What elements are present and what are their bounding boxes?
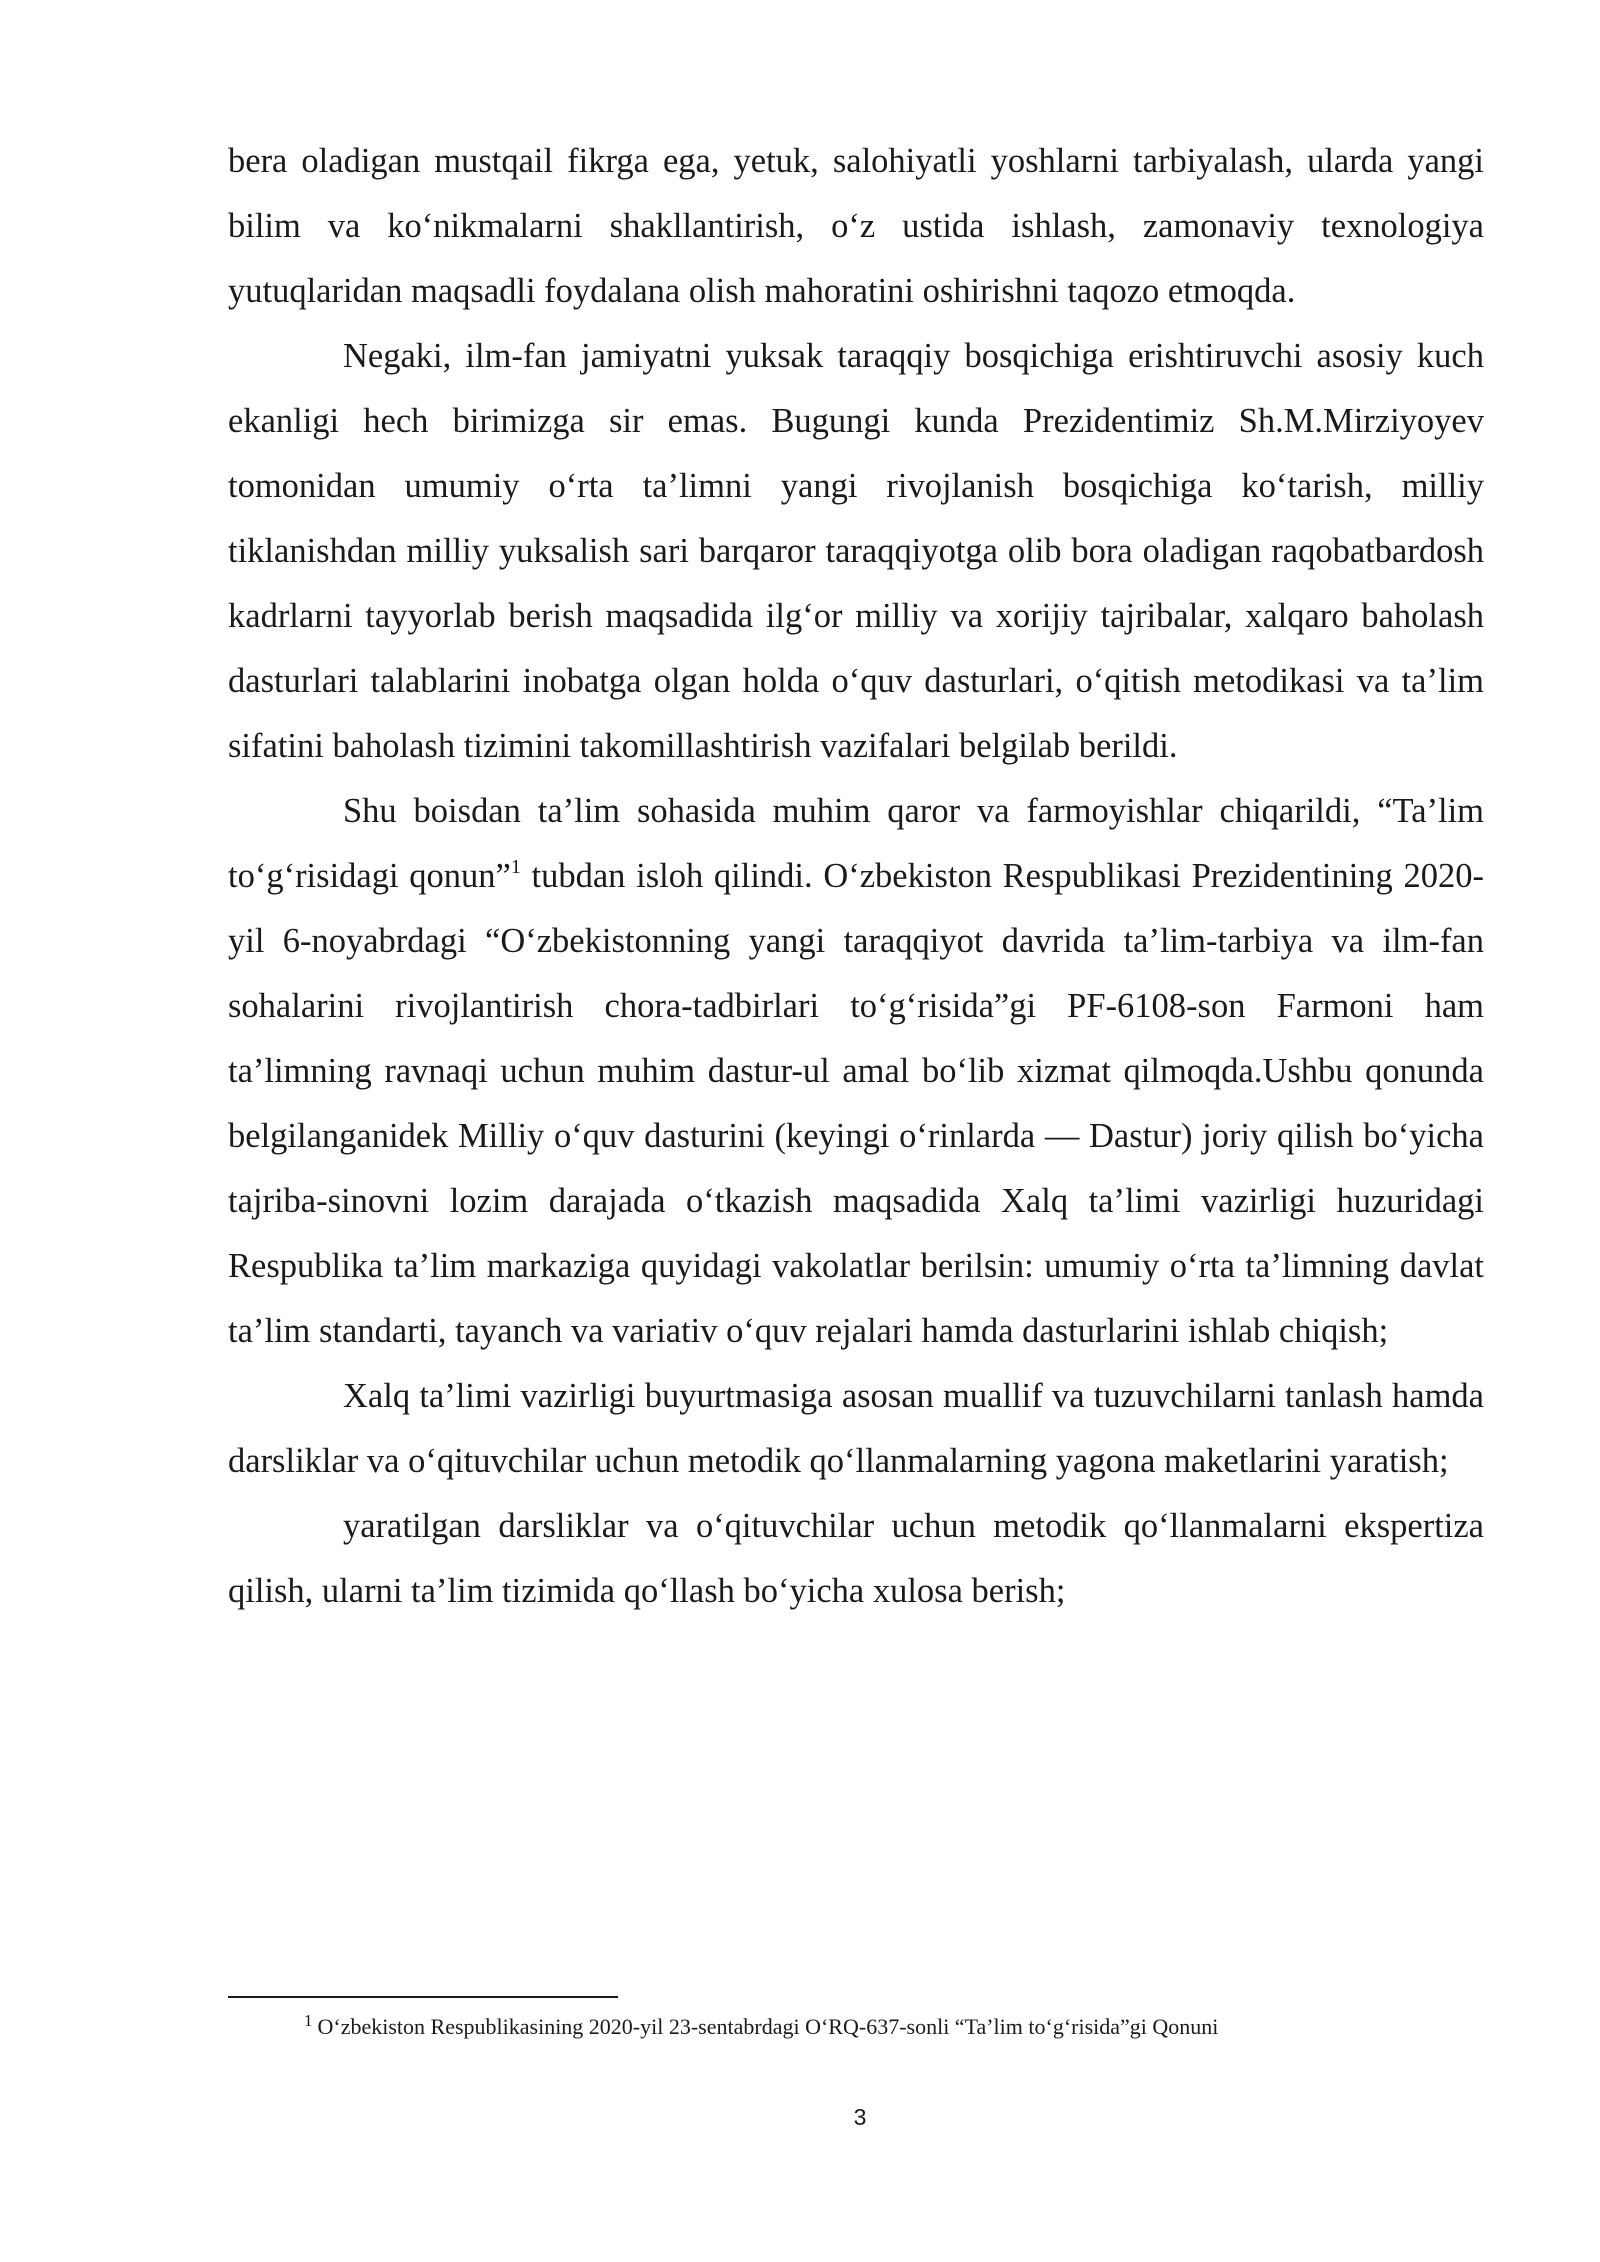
page-number: 3: [853, 2104, 867, 2130]
paragraph-textbook-authors: Xalq ta’limi vazirligi buyurtmasiga asosan muallif va tuzuvchilarni tanlash hamda darsliklar va o‘qituvchilar uchun metodik qo‘llanmalarning yagona maketlarini yaratish;: [228, 1377, 1484, 1480]
paragraph-text-before-ref: Shu boisdan ta’lim sohasida muhim qaror va farmoyishlar chiqarildi, “Ta’lim to‘g‘risidagi qonun”: [228, 792, 1484, 895]
paragraph-continuation: bera oladigan mustqail fikrga ega, yetuk, salohiyatli yoshlarni tarbiyalash, ularda yangi bilim va ko‘nikmalarni shakllantirish, o‘z ustida ishlash, zamonaviy texnologiya yutuqlaridan maqsadli foydalana olish mahoratini oshirishni taqozo etmoqda.: [228, 142, 1484, 310]
footnote-reference[interactable]: 1: [510, 856, 521, 878]
paragraph-education-law: [228, 779, 1484, 1364]
paragraph-science-role: Negaki, ilm-fan jamiyatni yuksak taraqqiy bosqichiga erishtiruvchi asosiy kuch ekanligi hech birimizga sir emas. Bugungi kunda Prezidentimiz Sh.M.Mirziyoyev tomonidan umumiy o‘rta ta’limni yangi rivojlanish bosqichiga ko‘tarish, milliy tiklanishdan milliy yuksalish sari barqaror taraqqiyotga olib bora oladigan raqobatbardosh kadrlarni tayyorlab berish maqsadida ilg‘or milliy va xorijiy tajribalar, xalqaro baholash dasturlari talablarini inobatga olgan holda o‘quv dasturlari, o‘qitish metodikasi va ta’lim sifatini baholash tizimini takomillashtirish vazifalari belgilab berildi.: [228, 337, 1484, 765]
footnote: [304, 2012, 1484, 2042]
paragraph-textbook-expertise: yaratilgan darsliklar va o‘qituvchilar uchun metodik qo‘llanmalarni ekspertiza qilish, ularni ta’lim tizimida qo‘llash bo‘yicha xulosa berish;: [228, 1507, 1484, 1610]
footnote-number: 1: [304, 2011, 313, 2030]
footnote-separator: [228, 1996, 618, 1998]
paragraph-text-after-ref: tubdan isloh qilindi. O‘zbekiston Respublikasi Prezidentining 2020-yil 6-noyabrdagi “O‘zbekistonning yangi taraqqiyot davrida ta’lim-tarbiya va ilm-fan sohalarini rivojlantirish chora-tadbirlari to‘g‘risida”gi PF-6108-son Farmoni ham ta’limning ravnaqi uchun muhim dastur-ul amal bo‘lib xizmat qilmoqda.Ushbu qonunda belgilanganidek Milliy o‘quv dasturini (keyingi o‘rinlarda — Dastur) joriy qilish bo‘yicha tajriba-sinovni lozim darajada o‘tkazish maqsadida Xalq ta’limi vazirligi huzuridagi Respublika ta’lim markaziga quyidagi vakolatlar berilsin: umumiy o‘rta ta’limning davlat ta’lim standarti, tayanch va variativ o‘quv rejalari hamda dasturlarini ishlab chiqish;: [228, 857, 1484, 1350]
footnote-text: O‘zbekiston Respublikasining 2020-yil 23-sentabrdagi O‘RQ-637-sonli “Ta’lim to‘g‘risida”gi Qonuni: [317, 2014, 1219, 2039]
body-text: [228, 129, 1484, 1624]
